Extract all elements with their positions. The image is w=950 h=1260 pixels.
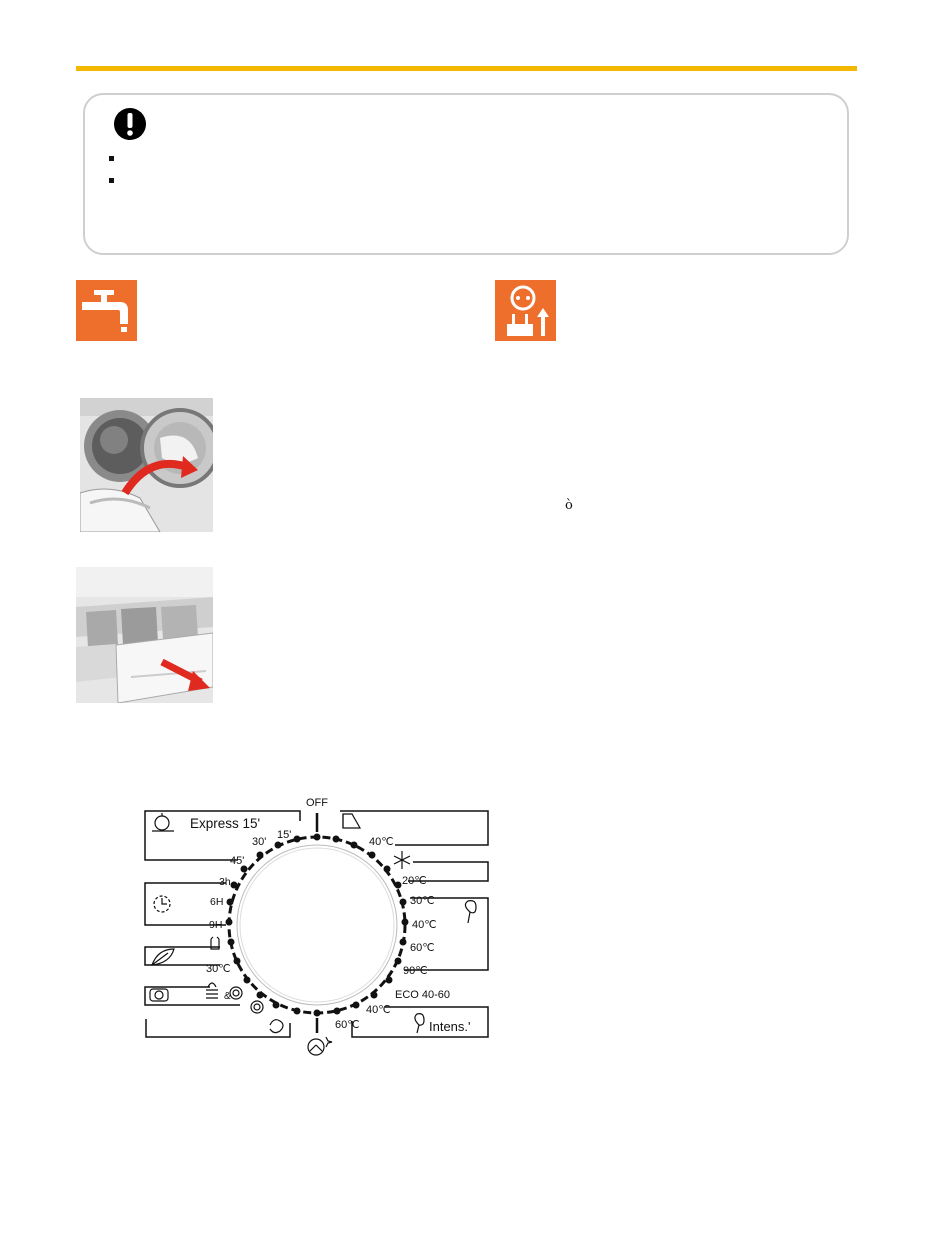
spin-icon bbox=[270, 1020, 283, 1033]
cotton-intens-icon bbox=[415, 1014, 424, 1033]
drum-clean-icon bbox=[308, 1037, 332, 1055]
notice-box bbox=[83, 93, 849, 255]
power-plug-icon bbox=[495, 280, 556, 341]
drum-icon bbox=[150, 989, 168, 1001]
temp-label-90: 90℃ bbox=[403, 965, 428, 977]
cotton-icon bbox=[465, 901, 476, 923]
temp-label-30-left: 30℃ bbox=[206, 963, 231, 975]
notice-bullet-1 bbox=[109, 156, 114, 161]
dial-off-label: OFF bbox=[306, 797, 328, 809]
leaf-icon bbox=[152, 949, 174, 965]
temp-label-60-bottom: 60℃ bbox=[335, 1019, 360, 1031]
wool-icon bbox=[230, 987, 263, 1013]
temp-label-40-top: 40℃ bbox=[369, 836, 394, 848]
program-eco-label: ECO 40-60 bbox=[395, 989, 451, 1001]
time-label-45: 45' bbox=[230, 855, 245, 867]
water-tap-icon bbox=[76, 280, 137, 341]
program-dial bbox=[140, 785, 495, 1075]
temp-label-40-right: 40℃ bbox=[412, 919, 437, 931]
temp-label-60-right: 60℃ bbox=[410, 942, 435, 954]
door-cleaning-photo bbox=[80, 398, 213, 532]
detergent-drawer-photo bbox=[76, 567, 213, 703]
ampersand-label: & bbox=[224, 991, 231, 1002]
program-express-label: Express 15' bbox=[190, 816, 261, 831]
program-intens-label: Intens.' bbox=[429, 1019, 471, 1034]
time-label-15: 15' bbox=[277, 829, 292, 841]
top-accent-bar bbox=[76, 66, 857, 71]
temp-label-40-bottom: 40℃ bbox=[366, 1004, 391, 1016]
time-label-3h: 3h bbox=[219, 876, 231, 888]
notice-bullet-2 bbox=[109, 178, 114, 183]
time-label-30: 30' bbox=[252, 836, 267, 848]
exclamation-icon bbox=[113, 107, 147, 141]
rinse-icon bbox=[206, 983, 218, 998]
stopwatch-icon bbox=[152, 813, 174, 831]
time-label-6h: 6H bbox=[210, 896, 224, 908]
time-label-9h: 9H bbox=[209, 919, 223, 931]
iron-icon bbox=[343, 814, 360, 828]
snowflake-icon bbox=[394, 851, 410, 869]
temp-label-20: 20℃ bbox=[402, 875, 427, 887]
clock-icon bbox=[154, 896, 170, 912]
stray-character: ὸ bbox=[565, 498, 573, 513]
temp-label-30-right: 30℃ bbox=[410, 895, 435, 907]
dial-knob[interactable] bbox=[240, 848, 394, 1002]
